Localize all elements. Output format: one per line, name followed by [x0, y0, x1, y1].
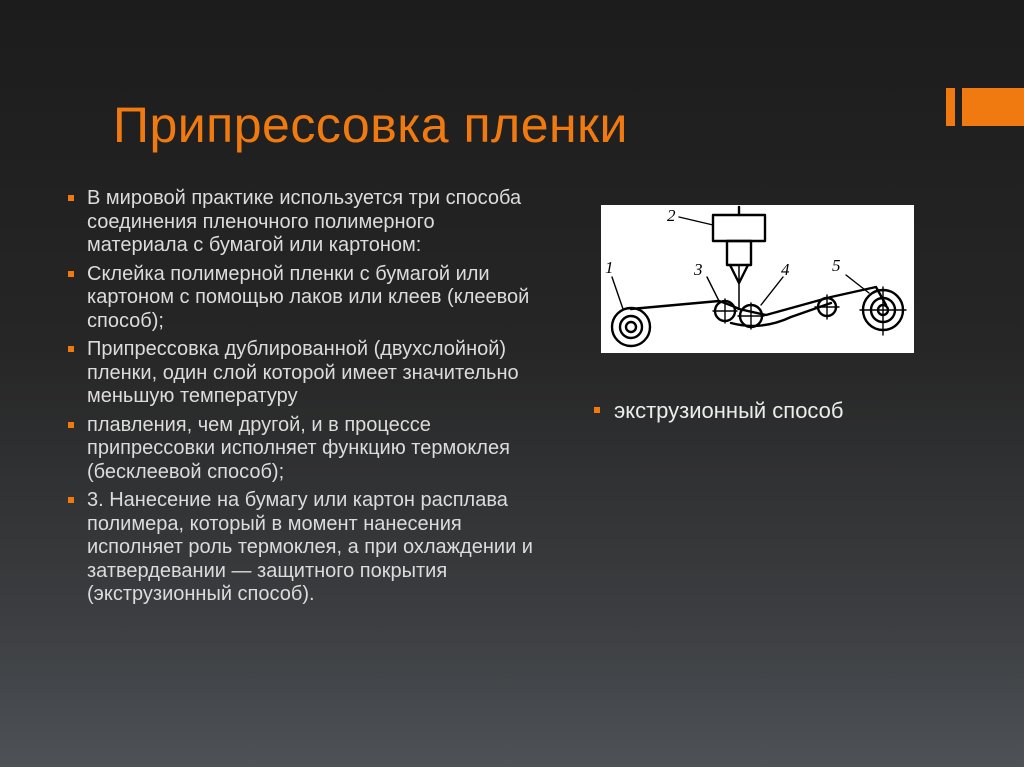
bullet-icon: [68, 271, 74, 277]
list-item: [68, 489, 538, 607]
figure-label-3: 3: [694, 260, 703, 279]
extrusion-diagram: [601, 205, 914, 353]
bullet-icon: [68, 422, 74, 428]
list-item-text: В мировой практике используется три способа соединения пленочного полимерного материала с бумагой или картоном:: [87, 187, 522, 256]
list-item-text: плавления, чем другой, и в процессе припрессовки исполняет функцию термоклея (бесклеевой способ);: [87, 413, 510, 483]
accent-bars: [946, 88, 1024, 126]
label-2-leader: [679, 217, 713, 225]
bullet-icon: [594, 407, 600, 413]
extruder-body: [713, 215, 765, 241]
extruder-neck: [727, 241, 751, 265]
list-item: [68, 338, 538, 409]
unwind-roll-inner: [620, 316, 642, 338]
list-item-text: 3. Нанесение на бумагу или картон расплава полимера, который в момент нанесения исполняет роль термоклея, а при охлаждении и затвердевании — защитного покрытия (экструзионный способ).: [87, 489, 533, 605]
material-web: [631, 287, 886, 315]
figure-label-5: 5: [832, 256, 841, 275]
figure-label-4: 4: [781, 260, 790, 279]
accent-bar-thin: [946, 88, 955, 126]
list-item-text: Припрессовка дублированной (двухслойной) пленки, один слой которой имеет значительно меньшую температуру: [87, 338, 519, 407]
unwind-roll-core: [626, 322, 636, 332]
figure-label-1: 1: [605, 258, 614, 277]
list-item: [68, 263, 538, 334]
label-1-leader: [612, 277, 623, 309]
figure-label-2: 2: [667, 206, 676, 225]
list-item-text: Склейка полимерной пленки с бумагой или картоном с помощью лаков или клеев (клеевой способ);: [87, 262, 530, 332]
list-item: [68, 414, 538, 485]
list-item: [594, 397, 844, 425]
accent-bar-thick: [962, 88, 1024, 126]
list-item: [68, 187, 538, 258]
bullet-icon: [68, 497, 74, 503]
bullet-list: [68, 187, 538, 612]
bullet-icon: [68, 346, 74, 352]
bullet-icon: [68, 195, 74, 201]
list-item-text: экструзионный способ: [614, 398, 844, 423]
unwind-roll: [612, 308, 650, 346]
slide-title: Припрессовка пленки: [113, 97, 628, 153]
label-4-leader: [761, 277, 783, 305]
label-3-leader: [707, 277, 719, 301]
right-bullet-list: [594, 397, 844, 425]
